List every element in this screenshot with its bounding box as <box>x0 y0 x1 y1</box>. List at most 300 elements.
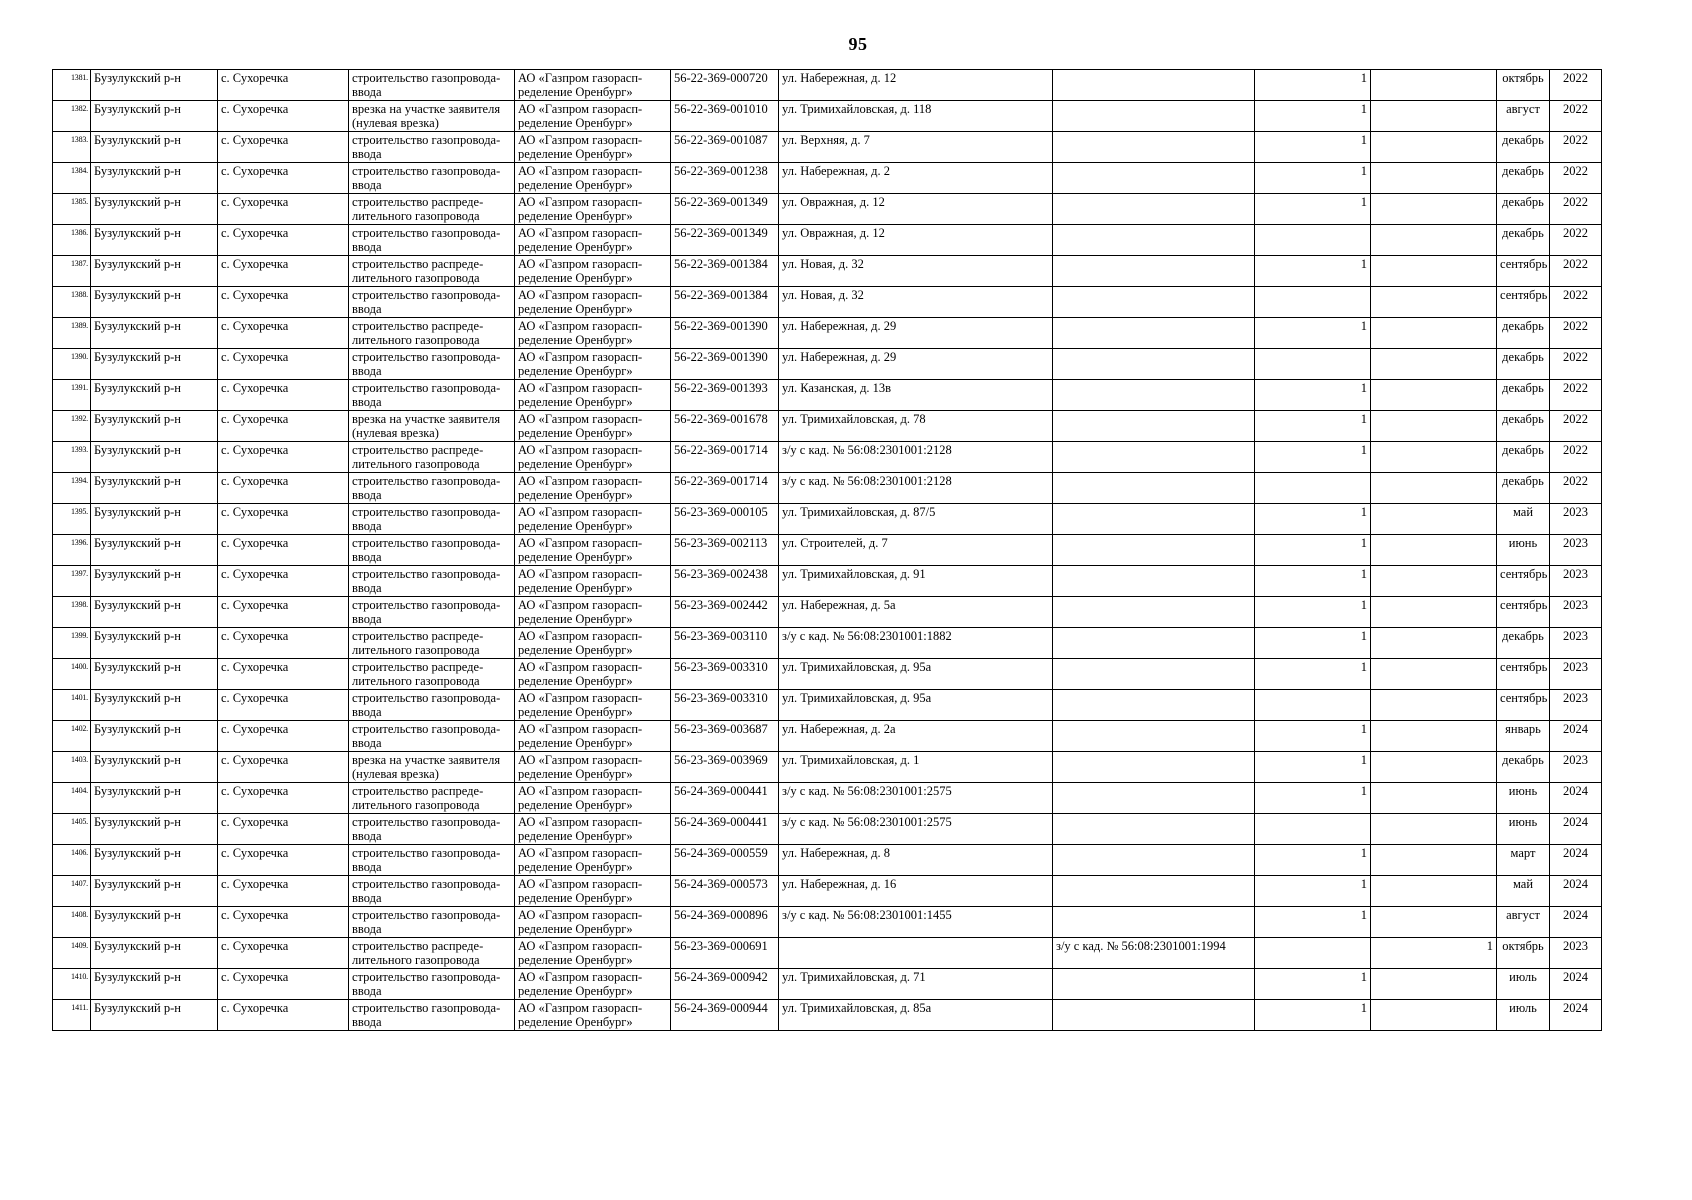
cell-row-number: 1395. <box>53 504 91 535</box>
cell-quantity-extra <box>1371 907 1497 938</box>
cell-district: Бузулукский р-н <box>91 132 218 163</box>
cell-extra-address <box>1053 659 1255 690</box>
cell-quantity: 1 <box>1255 597 1371 628</box>
cell-contract-number: 56-22-369-000720 <box>671 70 779 101</box>
cell-district: Бузулукский р-н <box>91 225 218 256</box>
cell-contract-number: 56-22-369-001390 <box>671 318 779 349</box>
cell-month: июнь <box>1497 783 1550 814</box>
cell-month: сентябрь <box>1497 690 1550 721</box>
cell-quantity-extra <box>1371 721 1497 752</box>
cell-organization: АО «Газпром газорасп- ределение Оренбург» <box>515 1000 671 1031</box>
cell-quantity-extra <box>1371 256 1497 287</box>
cell-quantity: 1 <box>1255 101 1371 132</box>
table-row <box>53 907 1602 938</box>
cell-work-type: строительство газопровода-ввода <box>349 597 515 628</box>
cell-year: 2023 <box>1550 690 1602 721</box>
cell-year: 2024 <box>1550 814 1602 845</box>
table-row <box>53 597 1602 628</box>
cell-quantity-extra <box>1371 628 1497 659</box>
cell-extra-address <box>1053 70 1255 101</box>
cell-district: Бузулукский р-н <box>91 1000 218 1031</box>
cell-month: март <box>1497 845 1550 876</box>
cell-extra-address <box>1053 597 1255 628</box>
cell-address: з/у с кад. № 56:08:2301001:2128 <box>779 442 1053 473</box>
cell-month: декабрь <box>1497 411 1550 442</box>
cell-extra-address <box>1053 256 1255 287</box>
cell-extra-address: з/у с кад. № 56:08:2301001:1994 <box>1053 938 1255 969</box>
cell-row-number: 1386. <box>53 225 91 256</box>
cell-quantity-extra <box>1371 659 1497 690</box>
cell-row-number: 1381. <box>53 70 91 101</box>
cell-quantity-extra <box>1371 70 1497 101</box>
cell-address: ул. Новая, д. 32 <box>779 256 1053 287</box>
cell-work-type: строительство газопровода-ввода <box>349 721 515 752</box>
cell-address: ул. Строителей, д. 7 <box>779 535 1053 566</box>
cell-village: с. Сухоречка <box>218 814 349 845</box>
cell-contract-number: 56-22-369-001238 <box>671 163 779 194</box>
cell-address: ул. Тримихайловская, д. 85а <box>779 1000 1053 1031</box>
cell-quantity-extra <box>1371 194 1497 225</box>
cell-year: 2023 <box>1550 504 1602 535</box>
cell-extra-address <box>1053 814 1255 845</box>
cell-row-number: 1410. <box>53 969 91 1000</box>
table-row <box>53 845 1602 876</box>
cell-village: с. Сухоречка <box>218 132 349 163</box>
cell-district: Бузулукский р-н <box>91 504 218 535</box>
cell-month: декабрь <box>1497 132 1550 163</box>
cell-year: 2023 <box>1550 566 1602 597</box>
cell-row-number: 1393. <box>53 442 91 473</box>
cell-month: май <box>1497 504 1550 535</box>
cell-month: декабрь <box>1497 442 1550 473</box>
cell-organization: АО «Газпром газорасп- ределение Оренбург» <box>515 473 671 504</box>
cell-district: Бузулукский р-н <box>91 194 218 225</box>
cell-work-type: строительство газопровода-ввода <box>349 287 515 318</box>
cell-month: декабрь <box>1497 380 1550 411</box>
table-row <box>53 132 1602 163</box>
cell-quantity-extra <box>1371 969 1497 1000</box>
cell-contract-number: 56-24-369-000942 <box>671 969 779 1000</box>
cell-contract-number: 56-23-369-000691 <box>671 938 779 969</box>
cell-extra-address <box>1053 287 1255 318</box>
cell-work-type: строительство газопровода-ввода <box>349 70 515 101</box>
cell-organization: АО «Газпром газорасп- ределение Оренбург» <box>515 380 671 411</box>
cell-village: с. Сухоречка <box>218 845 349 876</box>
cell-quantity: 1 <box>1255 70 1371 101</box>
cell-work-type: строительство газопровода-ввода <box>349 566 515 597</box>
cell-village: с. Сухоречка <box>218 101 349 132</box>
cell-row-number: 1403. <box>53 752 91 783</box>
cell-organization: АО «Газпром газорасп- ределение Оренбург» <box>515 783 671 814</box>
cell-row-number: 1398. <box>53 597 91 628</box>
cell-row-number: 1406. <box>53 845 91 876</box>
cell-work-type: строительство газопровода-ввода <box>349 380 515 411</box>
cell-organization: АО «Газпром газорасп- ределение Оренбург» <box>515 721 671 752</box>
cell-extra-address <box>1053 752 1255 783</box>
cell-month: декабрь <box>1497 349 1550 380</box>
cell-organization: АО «Газпром газорасп- ределение Оренбург» <box>515 659 671 690</box>
cell-year: 2022 <box>1550 380 1602 411</box>
cell-district: Бузулукский р-н <box>91 721 218 752</box>
cell-village: с. Сухоречка <box>218 566 349 597</box>
cell-contract-number: 56-23-369-002113 <box>671 535 779 566</box>
cell-district: Бузулукский р-н <box>91 969 218 1000</box>
table-row <box>53 256 1602 287</box>
cell-month: декабрь <box>1497 163 1550 194</box>
cell-organization: АО «Газпром газорасп- ределение Оренбург» <box>515 938 671 969</box>
cell-address: ул. Набережная, д. 29 <box>779 349 1053 380</box>
cell-year: 2022 <box>1550 318 1602 349</box>
cell-year: 2023 <box>1550 597 1602 628</box>
cell-work-type: строительство распреде- лительного газопровода <box>349 442 515 473</box>
cell-month: июнь <box>1497 814 1550 845</box>
cell-extra-address <box>1053 349 1255 380</box>
cell-extra-address <box>1053 318 1255 349</box>
cell-contract-number: 56-22-369-001010 <box>671 101 779 132</box>
cell-row-number: 1409. <box>53 938 91 969</box>
cell-organization: АО «Газпром газорасп- ределение Оренбург» <box>515 132 671 163</box>
cell-contract-number: 56-24-369-000573 <box>671 876 779 907</box>
cell-district: Бузулукский р-н <box>91 876 218 907</box>
cell-quantity: 1 <box>1255 504 1371 535</box>
cell-village: с. Сухоречка <box>218 1000 349 1031</box>
cell-row-number: 1389. <box>53 318 91 349</box>
cell-year: 2022 <box>1550 287 1602 318</box>
cell-organization: АО «Газпром газорасп- ределение Оренбург» <box>515 566 671 597</box>
cell-organization: АО «Газпром газорасп- ределение Оренбург» <box>515 814 671 845</box>
cell-quantity-extra <box>1371 690 1497 721</box>
cell-quantity <box>1255 225 1371 256</box>
cell-district: Бузулукский р-н <box>91 566 218 597</box>
cell-organization: АО «Газпром газорасп- ределение Оренбург» <box>515 535 671 566</box>
cell-month: октябрь <box>1497 938 1550 969</box>
cell-work-type: строительство газопровода-ввода <box>349 845 515 876</box>
table-row <box>53 752 1602 783</box>
cell-year: 2024 <box>1550 783 1602 814</box>
cell-extra-address <box>1053 225 1255 256</box>
cell-year: 2024 <box>1550 845 1602 876</box>
cell-quantity: 1 <box>1255 659 1371 690</box>
cell-extra-address <box>1053 163 1255 194</box>
cell-year: 2023 <box>1550 752 1602 783</box>
cell-contract-number: 56-24-369-000944 <box>671 1000 779 1031</box>
cell-extra-address <box>1053 473 1255 504</box>
cell-work-type: строительство газопровода-ввода <box>349 876 515 907</box>
cell-address: ул. Тримихайловская, д. 1 <box>779 752 1053 783</box>
cell-quantity-extra <box>1371 101 1497 132</box>
cell-extra-address <box>1053 132 1255 163</box>
cell-district: Бузулукский р-н <box>91 628 218 659</box>
cell-row-number: 1392. <box>53 411 91 442</box>
table-row <box>53 535 1602 566</box>
cell-work-type: строительство распреде- лительного газопровода <box>349 783 515 814</box>
cell-organization: АО «Газпром газорасп- ределение Оренбург» <box>515 411 671 442</box>
cell-village: с. Сухоречка <box>218 535 349 566</box>
cell-work-type: строительство газопровода-ввода <box>349 163 515 194</box>
cell-quantity: 1 <box>1255 845 1371 876</box>
cell-district: Бузулукский р-н <box>91 597 218 628</box>
cell-year: 2023 <box>1550 659 1602 690</box>
cell-row-number: 1402. <box>53 721 91 752</box>
table-row <box>53 504 1602 535</box>
cell-quantity: 1 <box>1255 442 1371 473</box>
cell-work-type: строительство распреде- лительного газопровода <box>349 659 515 690</box>
cell-row-number: 1401. <box>53 690 91 721</box>
cell-address: ул. Новая, д. 32 <box>779 287 1053 318</box>
cell-work-type: строительство распреде- лительного газопровода <box>349 256 515 287</box>
cell-quantity-extra <box>1371 1000 1497 1031</box>
cell-contract-number: 56-22-369-001087 <box>671 132 779 163</box>
cell-village: с. Сухоречка <box>218 473 349 504</box>
cell-address: з/у с кад. № 56:08:2301001:1882 <box>779 628 1053 659</box>
cell-month: май <box>1497 876 1550 907</box>
cell-district: Бузулукский р-н <box>91 101 218 132</box>
cell-district: Бузулукский р-н <box>91 814 218 845</box>
cell-organization: АО «Газпром газорасп- ределение Оренбург» <box>515 101 671 132</box>
table-row <box>53 969 1602 1000</box>
cell-year: 2022 <box>1550 225 1602 256</box>
cell-contract-number: 56-23-369-003310 <box>671 659 779 690</box>
cell-contract-number: 56-23-369-002438 <box>671 566 779 597</box>
cell-work-type: строительство газопровода-ввода <box>349 535 515 566</box>
page-number: 95 <box>848 34 868 54</box>
cell-organization: АО «Газпром газорасп- ределение Оренбург» <box>515 845 671 876</box>
cell-quantity <box>1255 287 1371 318</box>
cell-address: ул. Набережная, д. 12 <box>779 70 1053 101</box>
cell-organization: АО «Газпром газорасп- ределение Оренбург» <box>515 504 671 535</box>
cell-extra-address <box>1053 504 1255 535</box>
cell-row-number: 1411. <box>53 1000 91 1031</box>
cell-address: ул. Набережная, д. 16 <box>779 876 1053 907</box>
cell-village: с. Сухоречка <box>218 256 349 287</box>
table-row <box>53 473 1602 504</box>
cell-contract-number: 56-23-369-003687 <box>671 721 779 752</box>
cell-organization: АО «Газпром газорасп- ределение Оренбург» <box>515 256 671 287</box>
cell-year: 2022 <box>1550 163 1602 194</box>
cell-extra-address <box>1053 876 1255 907</box>
cell-district: Бузулукский р-н <box>91 442 218 473</box>
registry-table-body <box>53 70 1602 1031</box>
cell-year: 2022 <box>1550 442 1602 473</box>
table-row <box>53 163 1602 194</box>
cell-quantity: 1 <box>1255 876 1371 907</box>
cell-work-type: врезка на участке заявителя (нулевая врезка) <box>349 411 515 442</box>
cell-organization: АО «Газпром газорасп- ределение Оренбург» <box>515 194 671 225</box>
cell-extra-address <box>1053 721 1255 752</box>
cell-work-type: строительство газопровода-ввода <box>349 473 515 504</box>
cell-address: ул. Овражная, д. 12 <box>779 225 1053 256</box>
cell-year: 2024 <box>1550 1000 1602 1031</box>
cell-district: Бузулукский р-н <box>91 318 218 349</box>
cell-address: ул. Тримихайловская, д. 78 <box>779 411 1053 442</box>
table-row <box>53 566 1602 597</box>
cell-village: с. Сухоречка <box>218 783 349 814</box>
cell-contract-number: 56-24-369-000441 <box>671 783 779 814</box>
cell-quantity: 1 <box>1255 907 1371 938</box>
cell-work-type: строительство распреде- лительного газопровода <box>349 194 515 225</box>
table-row <box>53 876 1602 907</box>
cell-extra-address <box>1053 783 1255 814</box>
cell-month: декабрь <box>1497 473 1550 504</box>
cell-organization: АО «Газпром газорасп- ределение Оренбург» <box>515 628 671 659</box>
cell-work-type: строительство газопровода-ввода <box>349 907 515 938</box>
table-row <box>53 442 1602 473</box>
cell-work-type: строительство газопровода-ввода <box>349 814 515 845</box>
cell-quantity: 1 <box>1255 535 1371 566</box>
cell-contract-number: 56-23-369-000105 <box>671 504 779 535</box>
cell-month: август <box>1497 101 1550 132</box>
cell-district: Бузулукский р-н <box>91 473 218 504</box>
cell-village: с. Сухоречка <box>218 287 349 318</box>
cell-month: июль <box>1497 1000 1550 1031</box>
cell-year: 2022 <box>1550 473 1602 504</box>
cell-contract-number: 56-22-369-001393 <box>671 380 779 411</box>
cell-address: ул. Набережная, д. 29 <box>779 318 1053 349</box>
cell-year: 2022 <box>1550 256 1602 287</box>
cell-row-number: 1382. <box>53 101 91 132</box>
cell-quantity-extra <box>1371 473 1497 504</box>
cell-row-number: 1396. <box>53 535 91 566</box>
cell-address: ул. Тримихайловская, д. 87/5 <box>779 504 1053 535</box>
cell-quantity-extra <box>1371 380 1497 411</box>
cell-year: 2022 <box>1550 132 1602 163</box>
cell-quantity-extra <box>1371 225 1497 256</box>
table-row <box>53 411 1602 442</box>
cell-address: з/у с кад. № 56:08:2301001:2128 <box>779 473 1053 504</box>
cell-contract-number: 56-22-369-001678 <box>671 411 779 442</box>
cell-quantity-extra <box>1371 566 1497 597</box>
cell-row-number: 1384. <box>53 163 91 194</box>
cell-contract-number: 56-22-369-001349 <box>671 225 779 256</box>
cell-district: Бузулукский р-н <box>91 163 218 194</box>
cell-month: август <box>1497 907 1550 938</box>
cell-year: 2022 <box>1550 194 1602 225</box>
cell-village: с. Сухоречка <box>218 752 349 783</box>
table-row <box>53 783 1602 814</box>
cell-quantity-extra <box>1371 752 1497 783</box>
cell-organization: АО «Газпром газорасп- ределение Оренбург» <box>515 287 671 318</box>
cell-contract-number: 56-23-369-002442 <box>671 597 779 628</box>
cell-month: сентябрь <box>1497 659 1550 690</box>
cell-row-number: 1391. <box>53 380 91 411</box>
cell-village: с. Сухоречка <box>218 411 349 442</box>
cell-quantity-extra <box>1371 845 1497 876</box>
cell-month: июнь <box>1497 535 1550 566</box>
cell-extra-address <box>1053 628 1255 659</box>
cell-district: Бузулукский р-н <box>91 70 218 101</box>
cell-extra-address <box>1053 535 1255 566</box>
cell-contract-number: 56-24-369-000896 <box>671 907 779 938</box>
cell-district: Бузулукский р-н <box>91 535 218 566</box>
cell-row-number: 1397. <box>53 566 91 597</box>
cell-row-number: 1408. <box>53 907 91 938</box>
cell-work-type: строительство газопровода-ввода <box>349 504 515 535</box>
cell-quantity: 1 <box>1255 1000 1371 1031</box>
cell-row-number: 1387. <box>53 256 91 287</box>
cell-district: Бузулукский р-н <box>91 380 218 411</box>
cell-month: январь <box>1497 721 1550 752</box>
cell-year: 2022 <box>1550 101 1602 132</box>
cell-address: ул. Тримихайловская, д. 95а <box>779 690 1053 721</box>
cell-organization: АО «Газпром газорасп- ределение Оренбург» <box>515 876 671 907</box>
cell-address: ул. Тримихайловская, д. 71 <box>779 969 1053 1000</box>
cell-quantity-extra <box>1371 814 1497 845</box>
cell-work-type: строительство распреде- лительного газопровода <box>349 938 515 969</box>
cell-address: ул. Набережная, д. 8 <box>779 845 1053 876</box>
cell-address: ул. Набережная, д. 2 <box>779 163 1053 194</box>
cell-row-number: 1399. <box>53 628 91 659</box>
registry-table <box>52 69 1602 1031</box>
cell-extra-address <box>1053 380 1255 411</box>
table-row <box>53 70 1602 101</box>
cell-address <box>779 938 1053 969</box>
cell-contract-number: 56-22-369-001390 <box>671 349 779 380</box>
cell-year: 2024 <box>1550 969 1602 1000</box>
cell-quantity <box>1255 690 1371 721</box>
table-row <box>53 380 1602 411</box>
cell-extra-address <box>1053 907 1255 938</box>
cell-district: Бузулукский р-н <box>91 349 218 380</box>
cell-quantity: 1 <box>1255 194 1371 225</box>
cell-quantity <box>1255 814 1371 845</box>
cell-village: с. Сухоречка <box>218 163 349 194</box>
cell-village: с. Сухоречка <box>218 907 349 938</box>
cell-year: 2022 <box>1550 411 1602 442</box>
cell-quantity: 1 <box>1255 628 1371 659</box>
cell-extra-address <box>1053 690 1255 721</box>
cell-district: Бузулукский р-н <box>91 783 218 814</box>
cell-quantity <box>1255 938 1371 969</box>
table-row <box>53 628 1602 659</box>
cell-month: декабрь <box>1497 628 1550 659</box>
cell-work-type: врезка на участке заявителя (нулевая врезка) <box>349 752 515 783</box>
cell-quantity-extra <box>1371 783 1497 814</box>
cell-quantity: 1 <box>1255 380 1371 411</box>
table-row <box>53 721 1602 752</box>
cell-quantity <box>1255 473 1371 504</box>
cell-organization: АО «Газпром газорасп- ределение Оренбург» <box>515 70 671 101</box>
cell-work-type: строительство газопровода-ввода <box>349 1000 515 1031</box>
table-row <box>53 659 1602 690</box>
cell-village: с. Сухоречка <box>218 659 349 690</box>
cell-month: декабрь <box>1497 225 1550 256</box>
cell-quantity: 1 <box>1255 256 1371 287</box>
cell-contract-number: 56-22-369-001714 <box>671 473 779 504</box>
cell-village: с. Сухоречка <box>218 876 349 907</box>
cell-row-number: 1390. <box>53 349 91 380</box>
cell-extra-address <box>1053 194 1255 225</box>
cell-village: с. Сухоречка <box>218 504 349 535</box>
cell-organization: АО «Газпром газорасп- ределение Оренбург» <box>515 690 671 721</box>
cell-row-number: 1404. <box>53 783 91 814</box>
cell-district: Бузулукский р-н <box>91 938 218 969</box>
cell-district: Бузулукский р-н <box>91 690 218 721</box>
cell-work-type: строительство газопровода-ввода <box>349 690 515 721</box>
cell-district: Бузулукский р-н <box>91 256 218 287</box>
cell-address: ул. Тримихайловская, д. 118 <box>779 101 1053 132</box>
cell-month: июль <box>1497 969 1550 1000</box>
cell-village: с. Сухоречка <box>218 690 349 721</box>
cell-address: ул. Овражная, д. 12 <box>779 194 1053 225</box>
cell-district: Бузулукский р-н <box>91 907 218 938</box>
cell-quantity: 1 <box>1255 783 1371 814</box>
cell-work-type: строительство газопровода-ввода <box>349 969 515 1000</box>
cell-month: сентябрь <box>1497 256 1550 287</box>
cell-village: с. Сухоречка <box>218 225 349 256</box>
cell-extra-address <box>1053 566 1255 597</box>
table-row <box>53 938 1602 969</box>
cell-quantity: 1 <box>1255 411 1371 442</box>
